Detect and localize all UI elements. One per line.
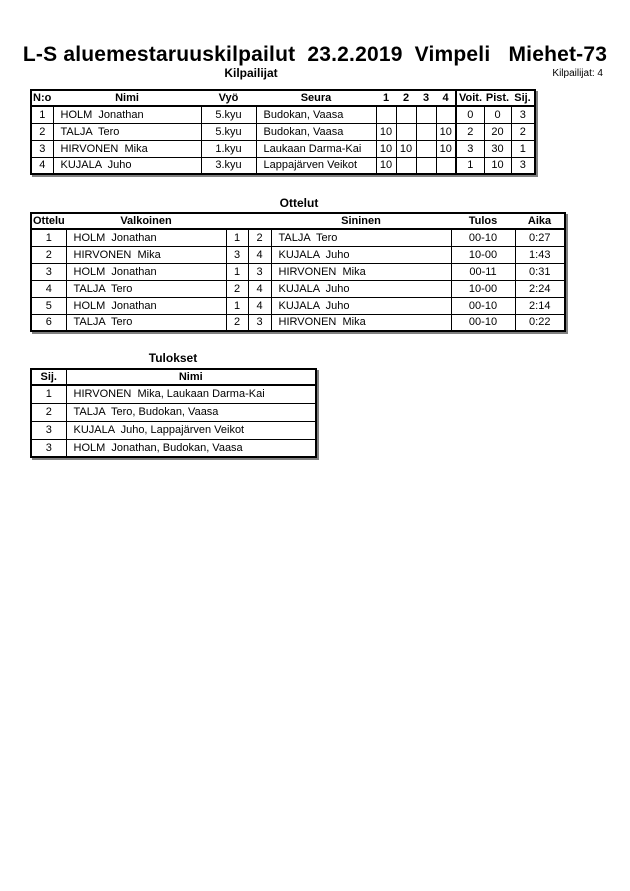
col-header-seura: Seura bbox=[256, 90, 376, 106]
col-header-valkoinen: Valkoinen bbox=[66, 213, 226, 229]
col-header-vyo: Vyö bbox=[201, 90, 256, 106]
col-header-round1: 1 bbox=[376, 90, 396, 106]
cell-white-number: 1 bbox=[226, 263, 248, 280]
cell-seura: Lappajärven Veikot bbox=[256, 157, 376, 174]
cell-white-number: 1 bbox=[226, 297, 248, 314]
cell-white-number: 1 bbox=[226, 229, 248, 246]
cell-round3 bbox=[416, 140, 436, 157]
matches-section-heading: Ottelut bbox=[279, 196, 319, 210]
cell-voit: 0 bbox=[456, 106, 484, 123]
col-header-white-number bbox=[226, 213, 248, 229]
cell-aika: 2:24 bbox=[515, 280, 565, 297]
cell-match-no: 5 bbox=[31, 297, 66, 314]
competitors-header-row bbox=[31, 90, 535, 106]
cell-round3 bbox=[416, 157, 436, 174]
col-header-nimi: Nimi bbox=[53, 90, 201, 106]
cell-seura: Budokan, Vaasa bbox=[256, 106, 376, 123]
result-row bbox=[31, 421, 316, 439]
cell-nimi: HIRVONEN Mika bbox=[53, 140, 201, 157]
cell-pist: 10 bbox=[484, 157, 511, 174]
cell-valkoinen: HOLM Jonathan bbox=[66, 297, 226, 314]
match-row bbox=[31, 314, 565, 331]
col-header-sij: Sij. bbox=[511, 90, 535, 106]
cell-round2 bbox=[396, 106, 416, 123]
col-header-sininen: Sininen bbox=[271, 213, 451, 229]
col-header-pist: Pist. bbox=[485, 92, 510, 104]
cell-sininen: HIRVONEN Mika bbox=[271, 263, 451, 280]
cell-blue-number: 4 bbox=[248, 246, 271, 263]
cell-match-no: 4 bbox=[31, 280, 66, 297]
cell-blue-number: 2 bbox=[248, 229, 271, 246]
cell-valkoinen: HIRVONEN Mika bbox=[66, 246, 226, 263]
cell-valkoinen: HOLM Jonathan bbox=[66, 229, 226, 246]
cell-nimi: HIRVONEN Mika, Laukaan Darma-Kai bbox=[66, 385, 316, 403]
cell-valkoinen: TALJA Tero bbox=[66, 314, 226, 331]
cell-round1: 10 bbox=[376, 140, 396, 157]
cell-aika: 0:22 bbox=[515, 314, 565, 331]
cell-vyo: 1.kyu bbox=[201, 140, 256, 157]
cell-vyo: 3.kyu bbox=[201, 157, 256, 174]
cell-vyo: 5.kyu bbox=[201, 123, 256, 140]
cell-sininen: KUJALA Juho bbox=[271, 297, 451, 314]
cell-tulos: 10-00 bbox=[451, 246, 515, 263]
cell-vyo: 5.kyu bbox=[201, 106, 256, 123]
cell-round4: 10 bbox=[436, 123, 456, 140]
match-row bbox=[31, 229, 565, 246]
cell-sininen: KUJALA Juho bbox=[271, 246, 451, 263]
cell-round3 bbox=[416, 123, 436, 140]
results-header-row bbox=[31, 369, 316, 385]
cell-pist: 30 bbox=[484, 140, 511, 157]
cell-nimi: KUJALA Juho bbox=[53, 157, 201, 174]
cell-aika: 2:14 bbox=[515, 297, 565, 314]
cell-valkoinen: TALJA Tero bbox=[66, 280, 226, 297]
cell-no: 1 bbox=[31, 106, 53, 123]
cell-round1: 10 bbox=[376, 123, 396, 140]
col-header-round4: 4 bbox=[436, 90, 456, 106]
col-header-tulos: Tulos bbox=[451, 213, 515, 229]
cell-sij: 2 bbox=[511, 123, 535, 140]
result-row bbox=[31, 439, 316, 457]
cell-voit: 2 bbox=[456, 123, 484, 140]
cell-round3 bbox=[416, 106, 436, 123]
competitor-row bbox=[31, 123, 535, 140]
cell-voit: 3 bbox=[456, 140, 484, 157]
matches-header-row bbox=[31, 213, 565, 229]
cell-nimi: KUJALA Juho, Lappajärven Veikot bbox=[66, 421, 316, 439]
cell-blue-number: 4 bbox=[248, 297, 271, 314]
cell-sij: 2 bbox=[31, 403, 66, 421]
cell-sij: 3 bbox=[31, 439, 66, 457]
match-row bbox=[31, 246, 565, 263]
cell-round2: 10 bbox=[396, 140, 416, 157]
cell-sij: 1 bbox=[31, 385, 66, 403]
result-row bbox=[31, 403, 316, 421]
col-header-no: N:o bbox=[33, 92, 52, 104]
match-row bbox=[31, 297, 565, 314]
cell-nimi: HOLM Jonathan bbox=[53, 106, 201, 123]
match-row bbox=[31, 263, 565, 280]
cell-nimi: TALJA Tero, Budokan, Vaasa bbox=[66, 403, 316, 421]
cell-tulos: 00-10 bbox=[451, 314, 515, 331]
cell-seura: Budokan, Vaasa bbox=[256, 123, 376, 140]
cell-nimi: HOLM Jonathan, Budokan, Vaasa bbox=[66, 439, 316, 457]
results-table bbox=[30, 368, 317, 458]
cell-match-no: 3 bbox=[31, 263, 66, 280]
cell-round1 bbox=[376, 106, 396, 123]
cell-tulos: 10-00 bbox=[451, 280, 515, 297]
cell-round4: 10 bbox=[436, 140, 456, 157]
cell-sij: 3 bbox=[511, 157, 535, 174]
cell-blue-number: 4 bbox=[248, 280, 271, 297]
cell-no: 4 bbox=[31, 157, 53, 174]
cell-sininen: HIRVONEN Mika bbox=[271, 314, 451, 331]
results-section-heading: Tulokset bbox=[148, 351, 198, 365]
cell-no: 3 bbox=[31, 140, 53, 157]
cell-no: 2 bbox=[31, 123, 53, 140]
cell-sij: 3 bbox=[31, 421, 66, 439]
competitor-row bbox=[31, 140, 535, 157]
col-header-round2: 2 bbox=[396, 90, 416, 106]
cell-white-number: 3 bbox=[226, 246, 248, 263]
match-row bbox=[31, 280, 565, 297]
col-header-aika: Aika bbox=[515, 213, 565, 229]
competitor-row bbox=[31, 157, 535, 174]
cell-seura: Laukaan Darma-Kai bbox=[256, 140, 376, 157]
cell-match-no: 2 bbox=[31, 246, 66, 263]
cell-round4 bbox=[436, 106, 456, 123]
col-header-voit: Voit. bbox=[456, 90, 484, 106]
col-header-blue-number bbox=[248, 213, 271, 229]
cell-nimi: TALJA Tero bbox=[53, 123, 201, 140]
cell-sij: 3 bbox=[511, 106, 535, 123]
col-header-nimi: Nimi bbox=[66, 369, 316, 385]
cell-sij: 1 bbox=[511, 140, 535, 157]
matches-table bbox=[30, 212, 566, 332]
cell-sininen: TALJA Tero bbox=[271, 229, 451, 246]
cell-blue-number: 3 bbox=[248, 263, 271, 280]
cell-aika: 0:27 bbox=[515, 229, 565, 246]
cell-tulos: 00-10 bbox=[451, 297, 515, 314]
result-row bbox=[31, 385, 316, 403]
cell-aika: 1:43 bbox=[515, 246, 565, 263]
cell-white-number: 2 bbox=[226, 280, 248, 297]
cell-match-no: 6 bbox=[31, 314, 66, 331]
competitors-table bbox=[30, 89, 536, 175]
cell-tulos: 00-10 bbox=[451, 229, 515, 246]
cell-pist: 0 bbox=[484, 106, 511, 123]
competitor-row bbox=[31, 106, 535, 123]
cell-round2 bbox=[396, 123, 416, 140]
cell-aika: 0:31 bbox=[515, 263, 565, 280]
cell-round2 bbox=[396, 157, 416, 174]
col-header-sij: Sij. bbox=[31, 369, 66, 385]
cell-match-no: 1 bbox=[31, 229, 66, 246]
col-header-ottelu: Ottelu bbox=[33, 215, 65, 227]
cell-valkoinen: HOLM Jonathan bbox=[66, 263, 226, 280]
cell-white-number: 2 bbox=[226, 314, 248, 331]
cell-sininen: KUJALA Juho bbox=[271, 280, 451, 297]
col-header-round3: 3 bbox=[416, 90, 436, 106]
page-title: L-S aluemestaruuskilpailut 23.2.2019 Vimpeli Miehet-73 bbox=[22, 43, 608, 66]
cell-voit: 1 bbox=[456, 157, 484, 174]
cell-round1: 10 bbox=[376, 157, 396, 174]
competitors-count: Kilpailijat: 4 bbox=[552, 68, 603, 79]
cell-round4 bbox=[436, 157, 456, 174]
cell-pist: 20 bbox=[484, 123, 511, 140]
cell-blue-number: 3 bbox=[248, 314, 271, 331]
competitors-section-heading: Kilpailijat bbox=[224, 66, 278, 80]
cell-tulos: 00-11 bbox=[451, 263, 515, 280]
